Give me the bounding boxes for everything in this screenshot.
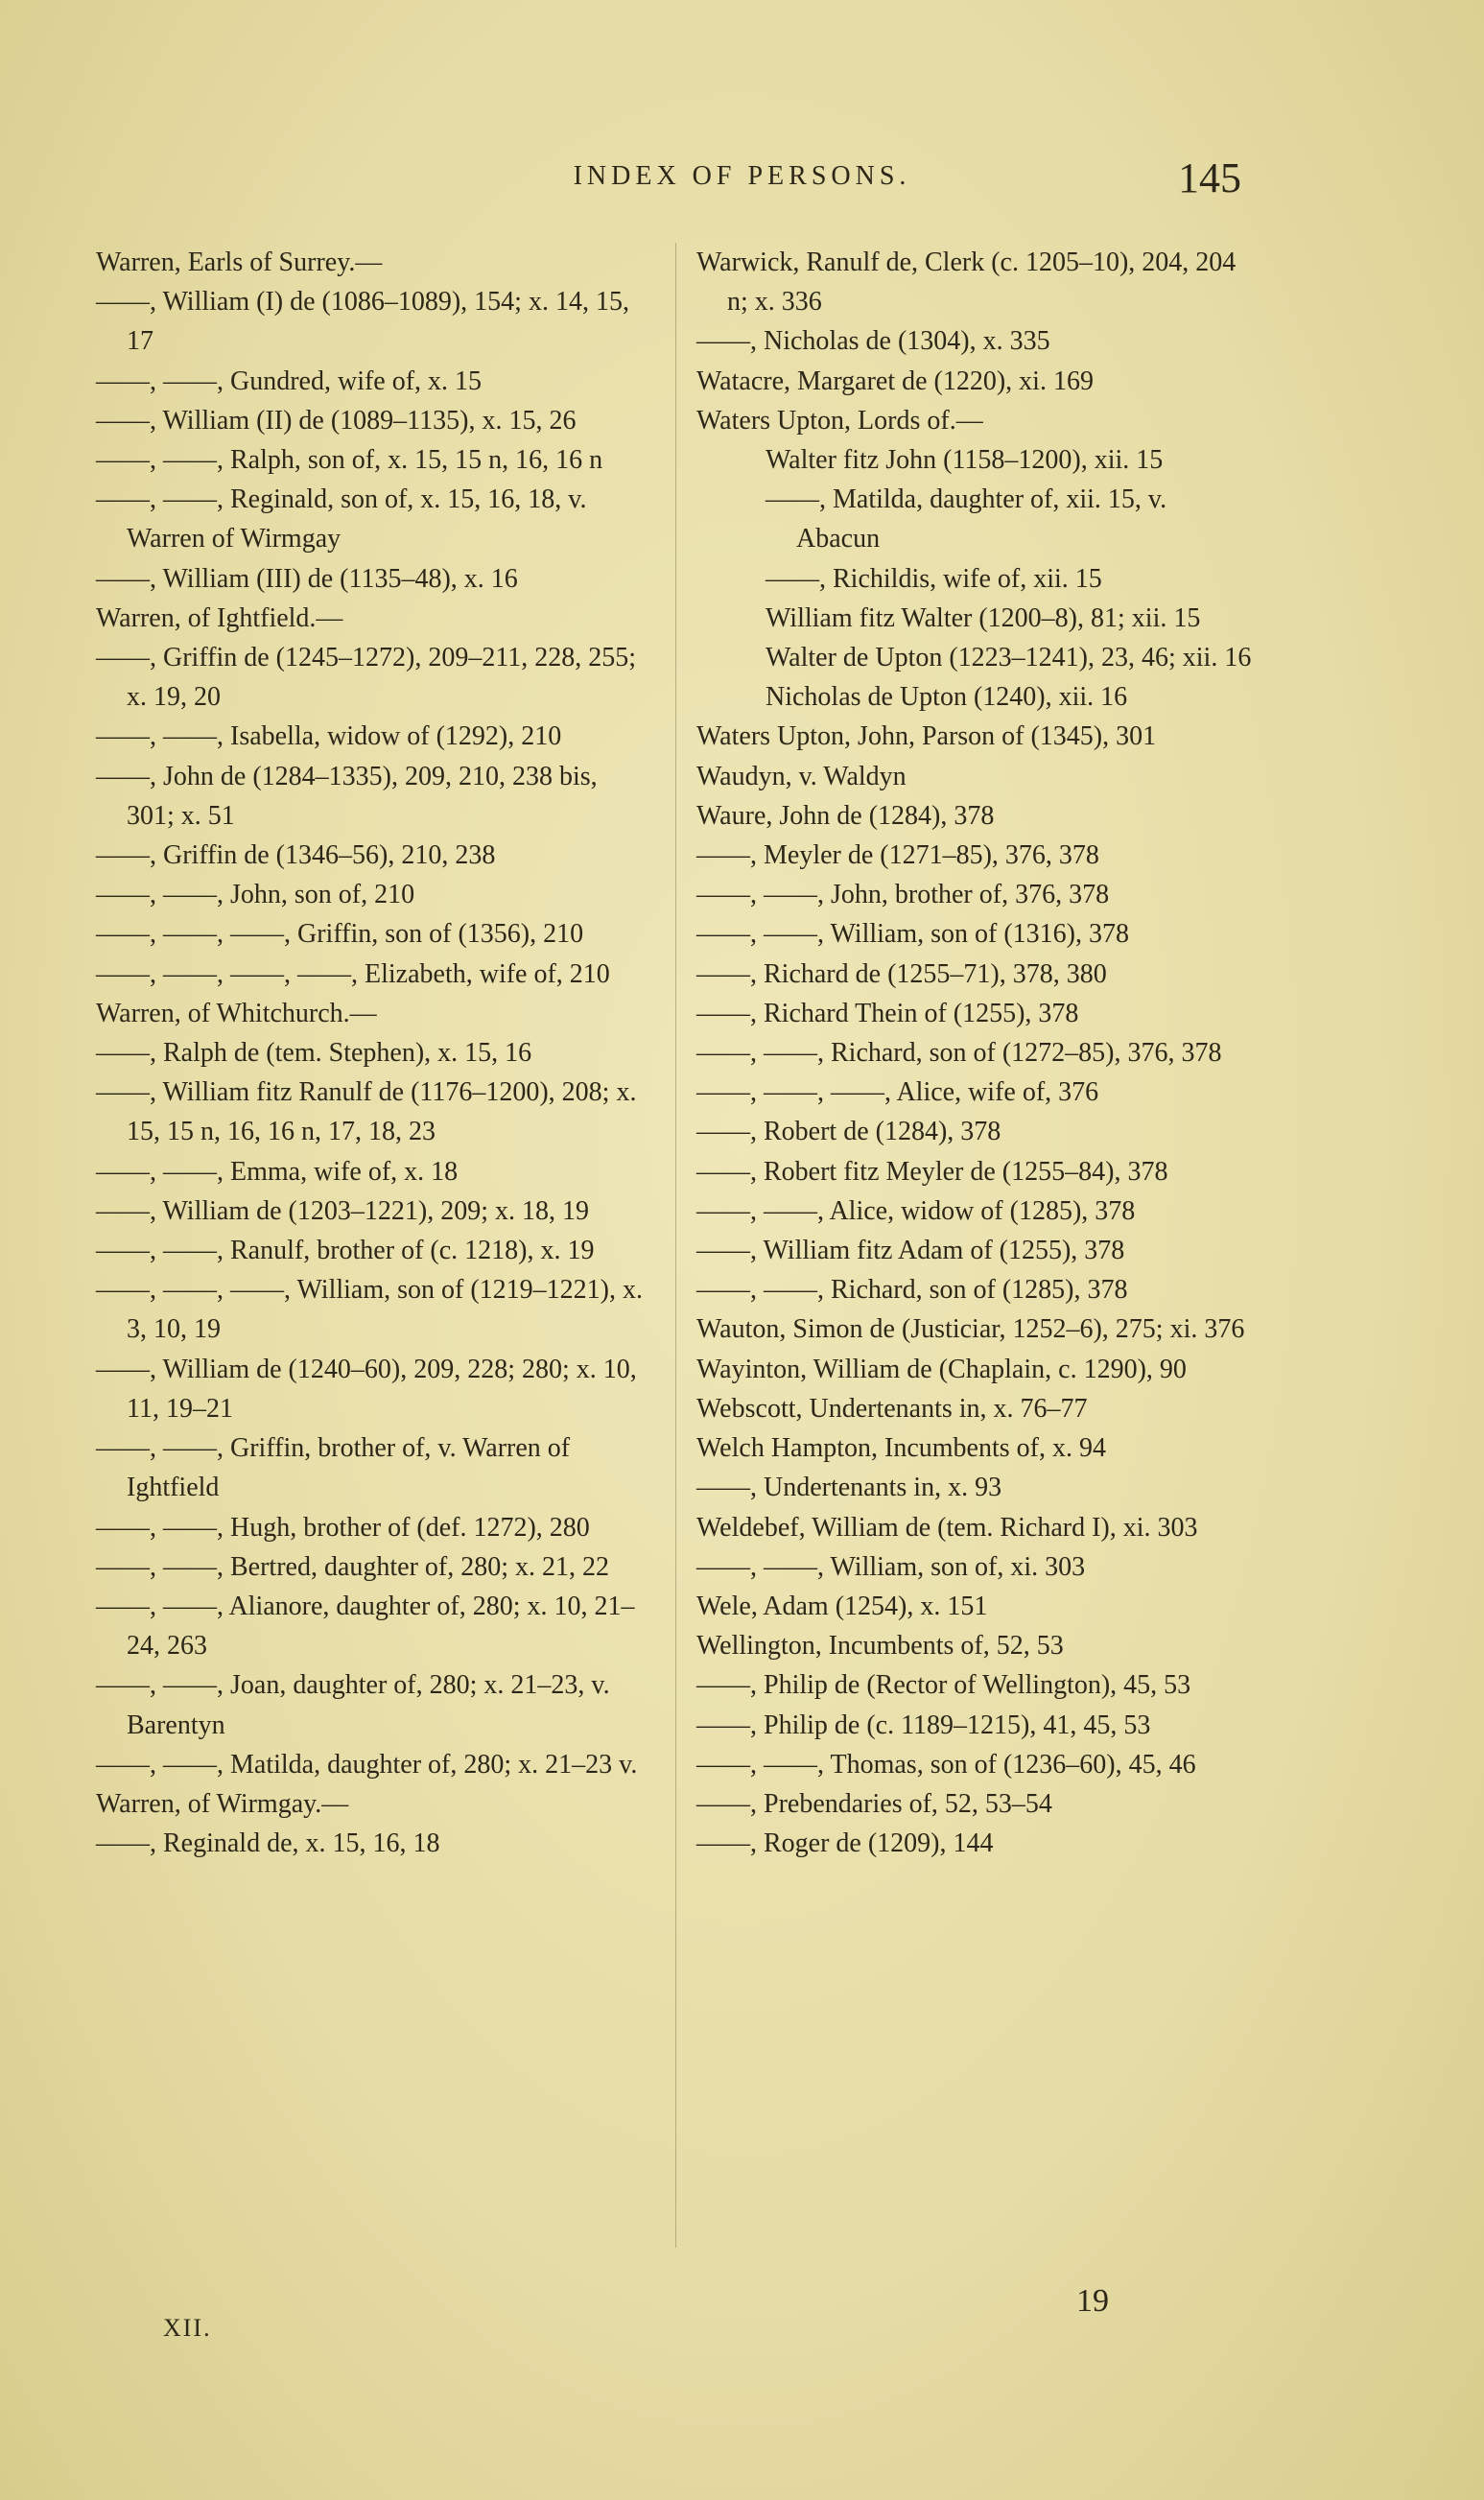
index-entry: ——, Richard de (1255–71), 378, 380 xyxy=(696,958,1107,989)
index-entry: ——, ——, Emma, wife of, x. 18 xyxy=(96,1156,459,1187)
index-entry: ——, ——, ——, ——, Elizabeth, wife of, 210 xyxy=(96,958,610,989)
index-entry: ——, ——, Matilda, daughter of, 280; x. 21–23 v. xyxy=(96,1749,638,1780)
index-entry: ——, Robert fitz Meyler de (1255–84), 378 xyxy=(696,1156,1168,1187)
index-entry: Waters Upton, John, Parson of (1345), 301 xyxy=(696,721,1157,752)
index-entry: Warren, of Whitchurch.— xyxy=(96,998,377,1028)
sheet-number: 19 xyxy=(1076,2283,1109,2319)
index-entry: ——, Ralph de (tem. Stephen), x. 15, 16 xyxy=(96,1038,532,1069)
index-entry: ——, ——, William, son of, xi. 303 xyxy=(696,1551,1086,1582)
signature-mark: XII. xyxy=(163,2314,212,2342)
index-entry: ——, ——, Bertred, daughter of, 280; x. 21, 22 xyxy=(96,1551,610,1582)
index-entry: ——, ——, William, son of (1316), 378 xyxy=(696,919,1129,950)
index-entry: ——, ——, Richard, son of (1285), 378 xyxy=(696,1275,1128,1306)
index-entry: Walter fitz John (1158–1200), xii. 15 xyxy=(766,445,1164,476)
index-entry: Waure, John de (1284), 378 xyxy=(696,800,995,831)
index-entry: Nicholas de Upton (1240), xii. 16 xyxy=(766,682,1128,713)
index-entry: Wele, Adam (1254), x. 151 xyxy=(696,1591,988,1621)
index-entry: ——, ——, Ralph, son of, x. 15, 15 n, 16, 16 n xyxy=(96,445,603,476)
index-entry: ——, Richildis, wife of, xii. 15 xyxy=(766,563,1102,594)
index-entry: Wellington, Incumbents of, 52, 53 xyxy=(696,1631,1064,1662)
index-entry: ——, William (I) de (1086–1089), 154; x. 14, 15, 17 xyxy=(96,287,629,357)
index-entry: ——, Griffin de (1245–1272), 209–211, 228, 255; x. 19, 20 xyxy=(96,643,637,713)
index-entry: Wauton, Simon de (Justiciar, 1252–6), 275; xi. 376 xyxy=(696,1314,1245,1345)
index-entry: Walter de Upton (1223–1241), 23, 46; xii. 16 xyxy=(766,643,1252,673)
index-entry: ——, ——, Hugh, brother of (def. 1272), 280 xyxy=(96,1512,590,1543)
index-entry: Warren, of Ightfield.— xyxy=(96,602,343,633)
index-entry: ——, ——, ——, Alice, wife of, 376 xyxy=(696,1077,1099,1108)
index-entry: Webscott, Undertenants in, x. 76–77 xyxy=(696,1393,1088,1424)
index-entry: ——, William de (1203–1221), 209; x. 18, 19 xyxy=(96,1195,589,1226)
index-entry: ——, Griffin de (1346–56), 210, 238 xyxy=(96,840,496,871)
index-entry: ——, ——, Alianore, daughter of, 280; x. 10, 21–24, 263 xyxy=(96,1591,635,1662)
index-entry: ——, Matilda, daughter of, xii. 15, v. Abacun xyxy=(766,484,1167,554)
index-entry: ——, ——, Richard, son of (1272–85), 376, 378 xyxy=(696,1038,1222,1069)
index-entry: ——, Undertenants in, x. 93 xyxy=(696,1473,1002,1503)
index-entry: ——, Reginald de, x. 15, 16, 18 xyxy=(96,1828,440,1859)
index-entry: Waudyn, v. Waldyn xyxy=(696,761,907,791)
index-entry: Welch Hampton, Incumbents of, x. 94 xyxy=(696,1433,1106,1464)
index-entry: ——, Richard Thein of (1255), 378 xyxy=(696,998,1079,1028)
index-entry: ——, ——, John, brother of, 376, 378 xyxy=(696,880,1110,910)
index-entry: Warren, of Wirmgay.— xyxy=(96,1788,349,1819)
right-index-column xyxy=(696,243,1253,1863)
index-entry: ——, Philip de (Rector of Wellington), 45, 53 xyxy=(696,1670,1191,1701)
index-entry: ——, ——, John, son of, 210 xyxy=(96,880,415,910)
index-entry: ——, Robert de (1284), 378 xyxy=(696,1117,1001,1147)
index-entry: ——, William fitz Ranulf de (1176–1200), 208; x. 15, 15 n, 16, 16 n, 17, 18, 23 xyxy=(96,1077,637,1147)
index-entry: ——, ——, ——, William, son of (1219–1221), x. 3, 10, 19 xyxy=(96,1275,643,1345)
index-entry: ——, ——, Isabella, widow of (1292), 210 xyxy=(96,721,562,752)
index-entry: Wayinton, William de (Chaplain, c. 1290), 90 xyxy=(696,1354,1187,1384)
column-divider xyxy=(675,243,676,2248)
index-entry: ——, William de (1240–60), 209, 228; 280; x. 10, 11, 19–21 xyxy=(96,1354,637,1424)
index-entry: ——, Roger de (1209), 144 xyxy=(696,1828,994,1859)
index-entry: ——, ——, Gundred, wife of, x. 15 xyxy=(96,366,483,396)
index-entry: William fitz Walter (1200–8), 81; xii. 15 xyxy=(766,602,1201,633)
left-index-column xyxy=(96,243,650,1863)
index-entry: Watacre, Margaret de (1220), xi. 169 xyxy=(696,366,1094,396)
index-entry: ——, ——, ——, Griffin, son of (1356), 210 xyxy=(96,919,584,950)
index-entry: ——, ——, Thomas, son of (1236–60), 45, 46 xyxy=(696,1749,1196,1780)
index-entry: ——, Prebendaries of, 52, 53–54 xyxy=(696,1788,1052,1819)
index-entry: ——, ——, Reginald, son of, x. 15, 16, 18, v. Warren of Wirmgay xyxy=(96,484,587,554)
index-entry: Warren, Earls of Surrey.— xyxy=(96,248,383,277)
index-entry: Warwick, Ranulf de, Clerk (c. 1205–10), 204, 204 n; x. 336 xyxy=(696,248,1237,318)
index-entry: Waters Upton, Lords of.— xyxy=(696,405,983,436)
index-entry: ——, ——, Alice, widow of (1285), 378 xyxy=(696,1195,1136,1226)
index-entry: ——, ——, Griffin, brother of, v. Warren of Ightfield xyxy=(96,1433,571,1503)
index-entry: ——, ——, Joan, daughter of, 280; x. 21–23, v. Barentyn xyxy=(96,1670,610,1740)
index-entry: ——, Meyler de (1271–85), 376, 378 xyxy=(696,840,1099,871)
index-entry: ——, William (III) de (1135–48), x. 16 xyxy=(96,563,518,594)
page-number: 145 xyxy=(1178,154,1241,201)
index-entry: ——, William (II) de (1089–1135), x. 15, 26 xyxy=(96,405,577,436)
index-entry: ——, William fitz Adam of (1255), 378 xyxy=(696,1236,1125,1266)
running-head-title: INDEX OF PERSONS. xyxy=(573,161,911,191)
index-entry: ——, John de (1284–1335), 209, 210, 238 bis, 301; x. 51 xyxy=(96,761,598,831)
index-entry: Weldebef, William de (tem. Richard I), xi. 303 xyxy=(696,1512,1198,1543)
index-entry: ——, Nicholas de (1304), x. 335 xyxy=(696,326,1050,357)
index-entry: ——, Philip de (c. 1189–1215), 41, 45, 53 xyxy=(696,1710,1151,1740)
index-entry: ——, ——, Ranulf, brother of (c. 1218), x. 19 xyxy=(96,1236,595,1266)
